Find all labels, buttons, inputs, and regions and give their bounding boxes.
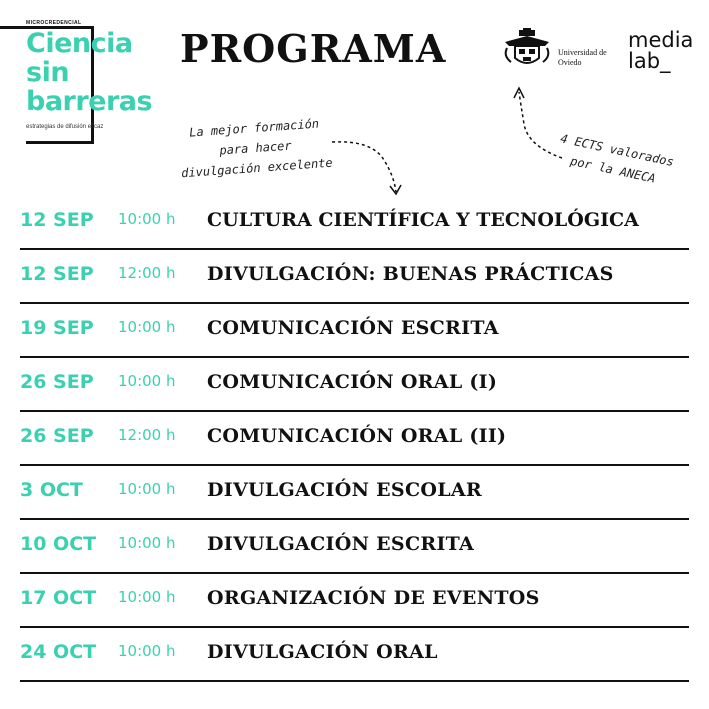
schedule-row <box>20 628 689 682</box>
session-time: 10:00 h <box>118 372 176 390</box>
session-date: 12 SEP <box>20 209 94 231</box>
session-topic: COMUNICACIÓN ORAL (I) <box>207 371 498 393</box>
schedule-row <box>20 250 689 304</box>
session-topic: DIVULGACIÓN ESCRITA <box>207 533 475 555</box>
session-topic: ORGANIZACIÓN DE EVENTOS <box>207 587 540 609</box>
session-time: 10:00 h <box>118 642 176 660</box>
session-topic: DIVULGACIÓN ESCOLAR <box>207 479 483 501</box>
session-date: 19 SEP <box>20 317 94 339</box>
session-time: 10:00 h <box>118 534 176 552</box>
session-date: 26 SEP <box>20 425 94 447</box>
note-right: 4 ECTS valorados por la ANECA <box>559 131 676 186</box>
schedule-row <box>20 304 689 358</box>
schedule-row <box>20 466 689 520</box>
schedule-row <box>20 196 689 250</box>
session-date: 3 OCT <box>20 479 83 501</box>
session-date: 12 SEP <box>20 263 94 285</box>
schedule-row <box>20 412 689 466</box>
session-date: 24 OCT <box>20 641 97 663</box>
session-time: 10:00 h <box>118 480 176 498</box>
logo-line-3: barreras <box>26 86 153 117</box>
session-date: 26 SEP <box>20 371 94 393</box>
logo-tagline: estrategias de difusión eficaz <box>26 124 104 130</box>
session-topic: CULTURA CIENTÍFICA Y TECNOLÓGICA <box>207 209 639 231</box>
note-left: La mejor formación para hacer divulgación excelente <box>180 116 334 181</box>
session-date: 17 OCT <box>20 587 97 609</box>
page-title: PROGRAMA <box>180 26 447 71</box>
logo-line-2: sin <box>26 57 70 88</box>
session-topic: COMUNICACIÓN ORAL (II) <box>207 425 507 447</box>
session-date: 10 OCT <box>20 533 97 555</box>
arrow-left <box>332 142 396 192</box>
session-time: 10:00 h <box>118 318 176 336</box>
arrow-right <box>519 92 562 158</box>
schedule-row <box>20 358 689 412</box>
session-topic: DIVULGACIÓN ORAL <box>207 641 438 663</box>
logo-line-1: Ciencia <box>26 28 133 59</box>
session-topic: COMUNICACIÓN ESCRITA <box>207 317 499 339</box>
session-time: 10:00 h <box>118 588 176 606</box>
session-time: 10:00 h <box>118 210 176 228</box>
session-time: 12:00 h <box>118 426 176 444</box>
row-divider <box>20 680 689 682</box>
university-name: Universidad de Oviedo <box>558 48 607 67</box>
schedule-row <box>20 520 689 574</box>
medialab-logo: media lab_ <box>628 28 694 73</box>
logo-kicker: MICROCREDENCIAL <box>26 20 82 26</box>
session-topic: DIVULGACIÓN: BUENAS PRÁCTICAS <box>207 263 614 285</box>
schedule-row <box>20 574 689 628</box>
session-time: 12:00 h <box>118 264 176 282</box>
